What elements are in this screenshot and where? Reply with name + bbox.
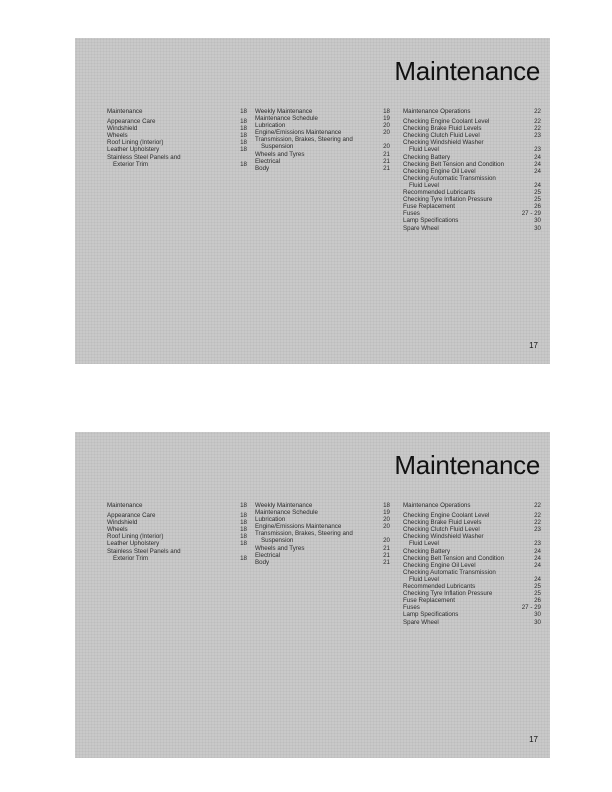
contents-entry [403,118,541,125]
contents-entry [255,545,390,552]
contents-entry [403,182,541,189]
contents-entry-page: 24 [534,160,541,168]
contents-entry-page: 18 [240,118,247,126]
contents-entry-page: 22 [534,502,541,509]
contents-entry-label: Fluid Level [409,146,439,154]
contents-entry-page: 23 [534,132,541,140]
contents-entry-label: Exterior Trim [113,554,149,562]
contents-entry-label: Fluid Level [409,540,439,548]
contents-entry-page: 25 [534,189,541,197]
contents-entry [107,526,247,533]
contents-entry [403,569,541,576]
contents-entry-label: Checking Engine Oil Level [403,167,476,175]
contents-entry-label: Wheels and Tyres [255,150,305,158]
contents-entry [403,189,541,196]
contents-entry-page: 18 [240,512,247,520]
contents-entry [255,151,390,158]
contents-entry-label: Checking Belt Tension and Condition [403,160,505,168]
contents-entry [255,136,390,143]
contents-entry [255,502,390,509]
contents-entry-label: Body [255,558,270,566]
contents-entry [403,196,541,203]
contents-entry [255,530,390,537]
contents-entry-label: Body [255,164,270,172]
contents-entry-page: 27 - 29 [521,210,541,218]
contents-entry-label: Suspension [261,537,294,545]
contents-entry-label: Transmission, Brakes, Steering and [255,136,353,144]
contents-entry-label: Spare Wheel [403,224,439,232]
contents-entry-page: 18 [240,526,247,534]
contents-entry [403,611,541,618]
contents-entry [107,154,247,161]
contents-entry-label: Weekly Maintenance [255,108,313,115]
contents-entry-page: 18 [240,502,247,509]
contents-entry-page: 18 [240,108,247,115]
contents-entry-label: Engine/Emissions Maintenance [255,523,342,531]
section-title: Maintenance [394,56,540,86]
contents-column-2 [255,108,390,172]
contents-entry [403,210,541,217]
contents-entry-page: 18 [383,108,390,115]
contents-entry-page: 22 [534,512,541,520]
contents-entry-page: 24 [534,181,541,189]
contents-entry-label: Weekly Maintenance [255,502,313,509]
contents-entry-page: 20 [383,537,390,545]
contents-entry-page: 30 [534,217,541,225]
contents-column-2 [255,502,390,566]
contents-entry-label: Lubrication [255,516,286,524]
contents-entry-label: Checking Engine Oil Level [403,561,476,569]
contents-entry-label: Fuses [403,210,420,218]
contents-entry-page: 23 [534,526,541,534]
contents-entry [107,512,247,519]
contents-entry-page: 18 [240,519,247,527]
contents-entry-label: Exterior Trim [113,160,149,168]
contents-entry-page: 18 [240,554,247,562]
contents-entry [403,217,541,224]
contents-entry-label: Suspension [261,143,294,151]
contents-entry-label: Leather Upholstery [107,146,160,154]
contents-entry-page: 18 [240,160,247,168]
contents-entry [107,132,247,139]
contents-panel-bottom [75,432,550,758]
contents-entry-label: Transmission, Brakes, Steering and [255,530,353,538]
contents-entry-label: Stainless Steel Panels and [107,153,181,161]
contents-entry [107,146,247,153]
contents-entry [403,154,541,161]
contents-entry-page: 18 [240,125,247,133]
contents-entry-label: Leather Upholstery [107,540,160,548]
contents-entry-page: 18 [240,139,247,147]
contents-entry [403,139,541,146]
contents-entry [255,509,390,516]
section-title: Maintenance [394,450,540,480]
contents-entry-label: Fluid Level [409,575,439,583]
contents-entry-page: 21 [383,150,390,158]
contents-entry [107,533,247,540]
contents-entry-label: Checking Clutch Fluid Level [403,526,480,534]
contents-entry-label: Roof Lining (Interior) [107,533,164,541]
contents-entry-label: Maintenance [107,502,143,509]
contents-entry-label: Wheels [107,132,128,140]
contents-entry-label: Checking Battery [403,153,451,161]
contents-entry [403,161,541,168]
contents-entry-page: 25 [534,590,541,598]
contents-entry-page: 20 [383,129,390,137]
contents-entry-label: Checking Battery [403,547,451,555]
contents-entry [255,165,390,172]
contents-entry [403,540,541,547]
contents-entry-page: 23 [534,146,541,154]
contents-entry [403,519,541,526]
contents-column-3 [403,108,541,232]
contents-entry [107,548,247,555]
contents-entry-page: 24 [534,153,541,161]
contents-entry [255,108,390,115]
contents-entry-page: 30 [534,618,541,626]
contents-column-3 [403,502,541,626]
contents-entry [107,519,247,526]
contents-entry-label: Recommended Lubricants [403,583,476,591]
contents-entry [403,125,541,132]
contents-entry [403,203,541,210]
contents-entry [255,523,390,530]
contents-entry-label: Checking Brake Fluid Levels [403,125,482,133]
contents-entry-page: 20 [383,122,390,130]
contents-entry-page: 22 [534,108,541,115]
contents-column-1 [107,502,247,562]
contents-entry [403,576,541,583]
contents-entry-page: 21 [383,558,390,566]
contents-entry-label: Roof Lining (Interior) [107,139,164,147]
contents-entry [403,168,541,175]
contents-entry-page: 24 [534,575,541,583]
contents-entry [255,559,390,566]
contents-entry-label: Checking Windshield Washer [403,533,484,541]
contents-entry [403,597,541,604]
contents-entry-page: 26 [534,203,541,211]
contents-entry [107,118,247,125]
contents-entry-label: Spare Wheel [403,618,439,626]
contents-entry-label: Electrical [255,551,281,559]
contents-entry [403,146,541,153]
contents-entry-label: Maintenance [107,108,143,115]
contents-entry-page: 21 [383,164,390,172]
contents-entry-label: Fluid Level [409,181,439,189]
contents-entry [255,122,390,129]
contents-entry-page: 22 [534,125,541,133]
contents-entry-page: 25 [534,583,541,591]
contents-entry-label: Fuse Replacement [403,597,455,605]
contents-entry-label: Checking Windshield Washer [403,139,484,147]
contents-entry [403,175,541,182]
page-number: 17 [529,341,538,350]
contents-entry [403,555,541,562]
contents-entry-label: Lubrication [255,122,286,130]
contents-entry-label: Windshield [107,125,138,133]
contents-entry-page: 24 [534,561,541,569]
contents-entry [107,540,247,547]
contents-entry-label: Checking Engine Coolant Level [403,118,490,126]
contents-entry-page: 25 [534,196,541,204]
contents-entry-label: Engine/Emissions Maintenance [255,129,342,137]
contents-entry-label: Recommended Lubricants [403,189,476,197]
contents-entry [403,502,541,509]
contents-entry-label: Fuses [403,604,420,612]
contents-entry [403,562,541,569]
contents-entry [255,129,390,136]
contents-entry [255,516,390,523]
contents-entry [403,108,541,115]
contents-entry-label: Windshield [107,519,138,527]
contents-entry-label: Checking Automatic Transmission [403,174,496,182]
contents-entry-page: 24 [534,554,541,562]
contents-entry-page: 20 [383,523,390,531]
contents-entry-label: Checking Tyre Inflation Pressure [403,196,493,204]
contents-entry [403,619,541,626]
contents-entry-label: Checking Clutch Fluid Level [403,132,480,140]
contents-entry-label: Checking Engine Coolant Level [403,512,490,520]
contents-entry-page: 20 [383,143,390,151]
contents-entry [403,583,541,590]
contents-entry [107,502,247,509]
contents-entry-label: Checking Brake Fluid Levels [403,519,482,527]
contents-entry-page: 19 [383,115,390,123]
contents-entry [255,115,390,122]
contents-entry-page: 30 [534,611,541,619]
contents-entry [255,552,390,559]
contents-entry-page: 22 [534,118,541,126]
contents-column-1 [107,108,247,168]
contents-entry-page: 26 [534,597,541,605]
contents-panel-top [75,38,550,364]
contents-entry-page: 19 [383,509,390,517]
contents-entry-label: Maintenance Operations [403,108,471,115]
contents-entry-page: 20 [383,516,390,524]
contents-entry-page: 23 [534,540,541,548]
contents-entry [107,108,247,115]
contents-entry-page: 27 - 29 [521,604,541,612]
contents-entry-page: 30 [534,224,541,232]
contents-entry-page: 22 [534,519,541,527]
contents-entry-label: Fuse Replacement [403,203,455,211]
contents-entry [403,512,541,519]
contents-entry-label: Stainless Steel Panels and [107,547,181,555]
contents-entry [403,225,541,232]
contents-entry-label: Wheels and Tyres [255,544,305,552]
contents-entry-label: Lamp Specifications [403,611,459,619]
contents-entry-page: 18 [383,502,390,509]
contents-entry-label: Wheels [107,526,128,534]
contents-entry [403,132,541,139]
page-number: 17 [529,735,538,744]
contents-entry [107,555,247,562]
contents-entry-label: Maintenance Schedule [255,115,318,123]
contents-entry [403,604,541,611]
contents-entry-label: Maintenance Schedule [255,509,318,517]
contents-entry-page: 18 [240,533,247,541]
contents-entry-page: 24 [534,547,541,555]
contents-entry-page: 18 [240,146,247,154]
contents-entry-page: 21 [383,544,390,552]
contents-entry-page: 21 [383,157,390,165]
contents-entry [107,139,247,146]
contents-entry [107,161,247,168]
contents-entry [403,526,541,533]
contents-entry [403,590,541,597]
contents-entry-label: Electrical [255,157,281,165]
contents-entry-label: Appearance Care [107,118,156,126]
contents-entry-page: 18 [240,540,247,548]
contents-entry [403,548,541,555]
contents-entry-label: Lamp Specifications [403,217,459,225]
contents-entry [107,125,247,132]
contents-entry-label: Checking Belt Tension and Condition [403,554,505,562]
contents-entry-page: 18 [240,132,247,140]
contents-entry-page: 21 [383,551,390,559]
contents-entry [255,143,390,150]
contents-entry [255,158,390,165]
contents-entry-label: Checking Tyre Inflation Pressure [403,590,493,598]
contents-entry-label: Maintenance Operations [403,502,471,509]
contents-entry-page: 24 [534,167,541,175]
contents-entry-label: Checking Automatic Transmission [403,568,496,576]
contents-entry [255,537,390,544]
contents-entry [403,533,541,540]
contents-entry-label: Appearance Care [107,512,156,520]
